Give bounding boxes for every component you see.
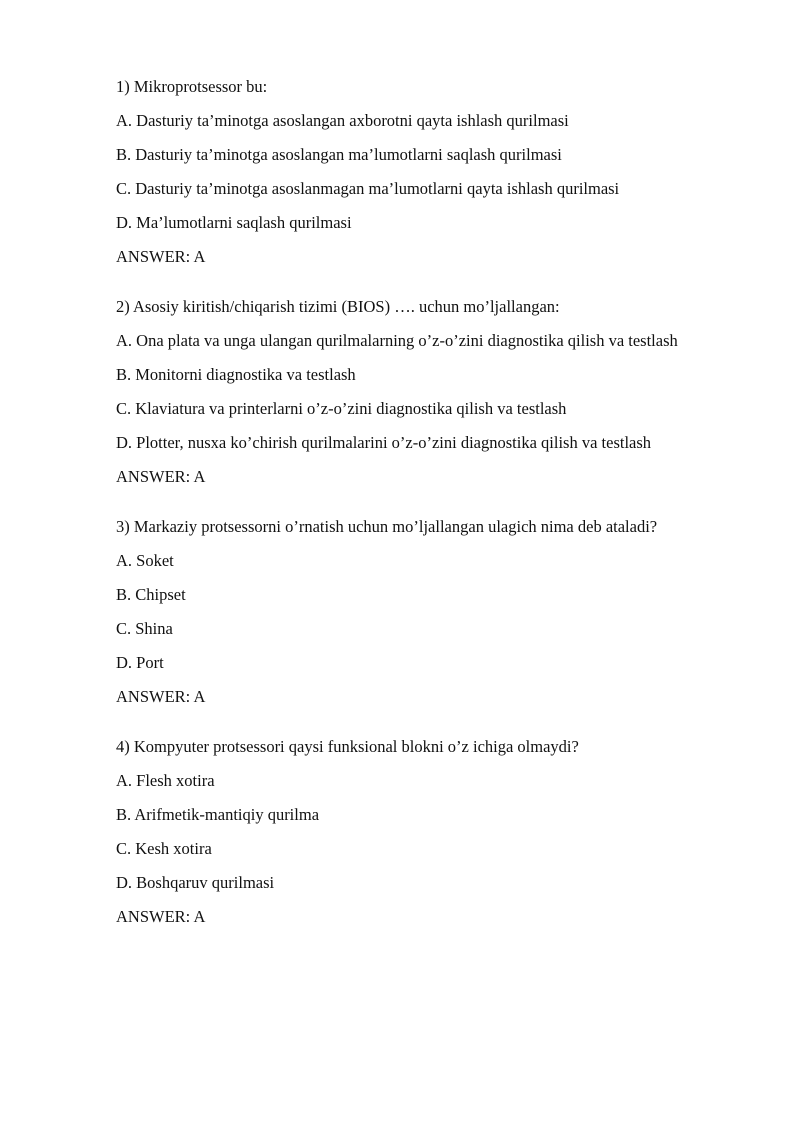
option-d: D. Port: [116, 653, 164, 672]
question-block-1: [116, 77, 736, 267]
option-d: D. Boshqaruv qurilmasi: [116, 873, 275, 892]
option-a: A. Ona plata va unga ulangan qurilmalarning o’z-o’zini diagnostika qilish va testlash: [116, 331, 678, 350]
answer-text: ANSWER: A: [116, 467, 206, 486]
option-d: D. Plotter, nusxa ko’chirish qurilmalarini o’z-o’zini diagnostika qilish va testlash: [116, 433, 652, 452]
question-text: 2) Asosiy kiritish/chiqarish tizimi (BIOS) …. uchun mo’ljallangan:: [116, 297, 560, 316]
option-c: C. Klaviatura va printerlarni o’z-o’zini diagnostika qilish va testlash: [116, 399, 567, 418]
answer-text: ANSWER: A: [116, 247, 206, 266]
option-b: B. Monitorni diagnostika va testlash: [116, 365, 356, 384]
question-block-3: [116, 517, 736, 707]
option-c: C. Kesh xotira: [116, 839, 212, 858]
option-b: B. Dasturiy ta’minotga asoslangan ma’lumotlarni saqlash qurilmasi: [116, 145, 562, 164]
question-block-2: [116, 297, 736, 487]
answer-text: ANSWER: A: [116, 907, 206, 926]
option-c: C. Shina: [116, 619, 173, 638]
option-b: B. Arifmetik-mantiqiy qurilma: [116, 805, 320, 824]
option-d: D. Ma’lumotlarni saqlash qurilmasi: [116, 213, 352, 232]
option-a: A. Flesh xotira: [116, 771, 215, 790]
option-b: B. Chipset: [116, 585, 186, 604]
option-c: C. Dasturiy ta’minotga asoslanmagan ma’lumotlarni qayta ishlash qurilmasi: [116, 179, 620, 198]
option-a: A. Soket: [116, 551, 174, 570]
question-text: 4) Kompyuter protsessori qaysi funksional blokni o’z ichiga olmaydi?: [116, 737, 579, 756]
document-page: [116, 77, 736, 957]
question-block-4: [116, 737, 736, 927]
question-text: 3) Markaziy protsessorni o’rnatish uchun mo’ljallangan ulagich nima deb ataladi?: [116, 517, 658, 536]
answer-text: ANSWER: A: [116, 687, 206, 706]
question-text: 1) Mikroprotsessor bu:: [116, 77, 268, 96]
option-a: A. Dasturiy ta’minotga asoslangan axborotni qayta ishlash qurilmasi: [116, 111, 569, 130]
